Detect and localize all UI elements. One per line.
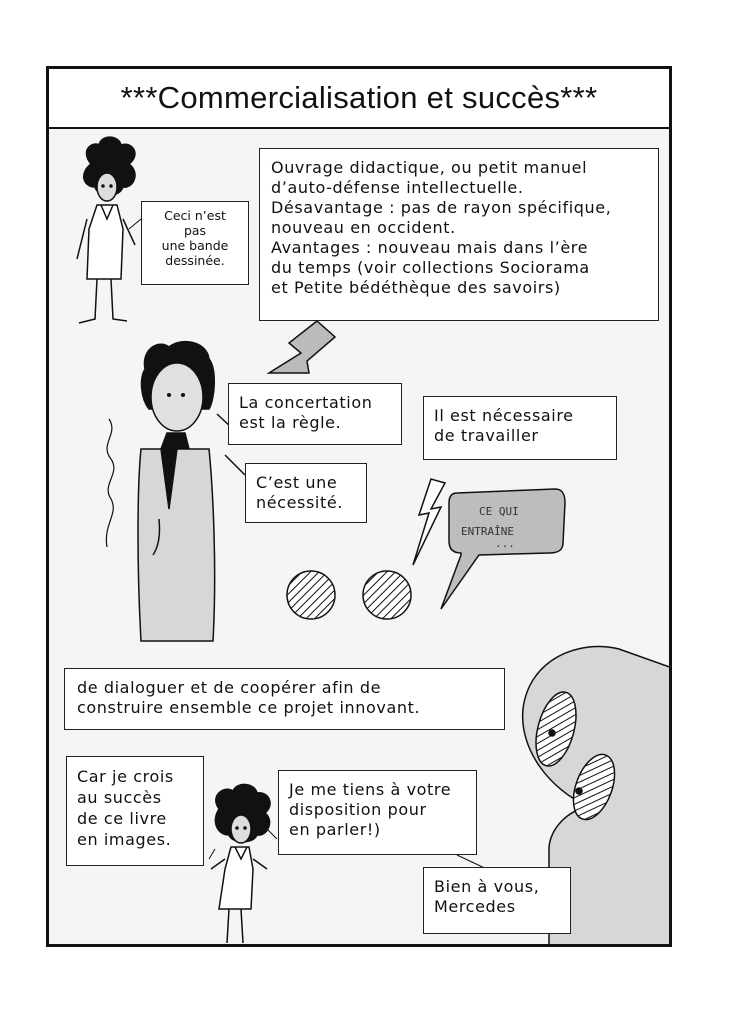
handwritten-text-3: ... (495, 537, 515, 550)
bubble-concertation: La concertation est la règle. (228, 383, 402, 445)
bubble-dialoguer: de dialoguer et de coopérer afin de construire ensemble ce projet innovant. (64, 668, 505, 730)
bubble-necessaire: Il est nécessaire de travailler (423, 396, 617, 460)
hatched-balls (287, 571, 411, 619)
handwritten-bubble (441, 489, 565, 609)
woman-figure-top (77, 137, 135, 323)
title-banner (49, 69, 669, 129)
woman-figure-bottom (211, 784, 270, 943)
bubble-crois: Car je crois au succès de ce livre en images. (66, 756, 204, 866)
handwritten-text-1: CE QUI (479, 505, 519, 518)
bubble-disposition: Je me tiens à votre disposition pour en parler!) (278, 770, 477, 855)
handwritten-text-2: ENTRAÎNE (461, 525, 514, 538)
bubble-signature: Bien à vous, Mercedes (423, 867, 571, 934)
arrow-graphic (269, 321, 335, 373)
bubble-necessite: C’est une nécessité. (245, 463, 367, 523)
man-figure (106, 342, 245, 641)
comic-panel (46, 66, 672, 947)
bubble-intro: Ouvrage didactique, ou petit manuel d’auto-défense intellectuelle. Désavantage : pas de rayon spécifique, nouveau en occident. Avantages : nouveau mais dans l’ère du temps (voir collections Sociorama et Petite bédéthèque des savoirs) (259, 148, 659, 321)
bubble-not-comic: Ceci n’est pas une bande dessinée. (141, 201, 249, 285)
page-title: ***Commercialisation et succès*** (120, 80, 598, 115)
lightning-graphic (413, 479, 445, 565)
